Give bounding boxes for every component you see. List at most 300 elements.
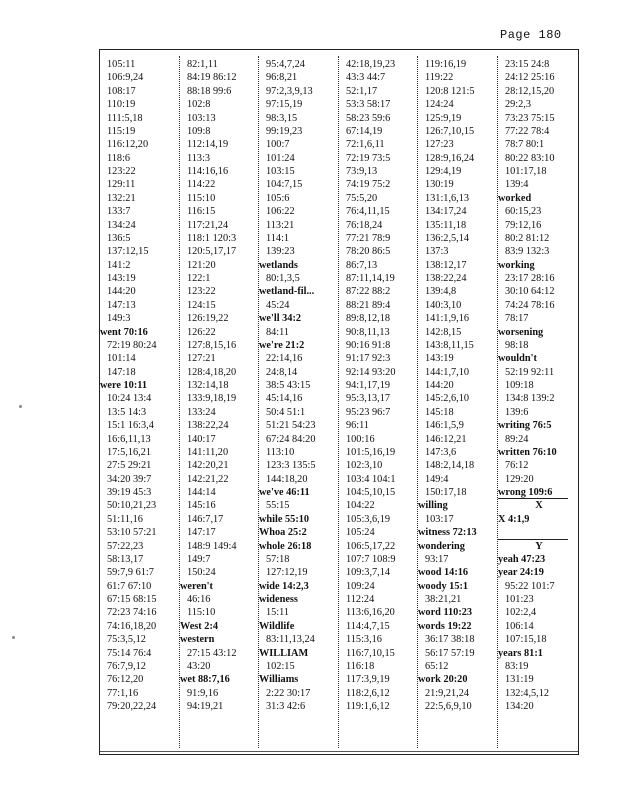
entry-text: 24:12 25:16 (505, 72, 555, 84)
page-line-reference (339, 98, 417, 111)
entry-text: 123:22 (187, 286, 216, 298)
page-line-reference (339, 326, 417, 339)
entry-text: 126:22 (187, 326, 216, 338)
entry-text: 145:18 (425, 406, 454, 418)
page-line-reference (259, 700, 337, 713)
entry-text: 96:11 (346, 420, 370, 432)
page-line-reference (418, 178, 496, 191)
page-line-reference (259, 272, 337, 285)
page-line-reference (180, 98, 258, 111)
entry-text: wideness (259, 594, 298, 605)
page-line-reference (339, 232, 417, 245)
page-line-reference (498, 593, 580, 606)
entry-text: 138:22,24 (187, 420, 229, 432)
entry-text: 51:11,16 (107, 513, 143, 525)
entry-text: 139:23 (266, 246, 295, 258)
page-line-reference (259, 125, 337, 138)
entry-text: 110:19 (107, 99, 136, 111)
entry-text: year 24:19 (498, 567, 544, 579)
entry-text: 58:23 59:6 (346, 112, 391, 124)
entry-text: 138:22,24 (425, 273, 467, 284)
entry-text: 21:9,21,24 (425, 687, 470, 699)
entry-text: willing (418, 500, 448, 512)
page-line-reference (498, 700, 580, 713)
entry-text: 126:19,22 (187, 313, 229, 325)
page-line-reference (259, 58, 337, 71)
page-line-reference (339, 473, 417, 486)
page-line-reference (180, 433, 258, 446)
entry-text: 55:15 (266, 500, 290, 512)
entry-text: 53:3 58:17 (346, 99, 391, 111)
page-line-reference (259, 178, 337, 191)
index-term (418, 673, 496, 686)
index-column-5 (418, 58, 496, 713)
entry-text: 148:9 149:4 (187, 540, 237, 552)
page-line-reference (339, 152, 417, 165)
index-term (259, 580, 337, 593)
entry-text: 78:7 80:1 (505, 139, 545, 151)
page-line-reference (100, 285, 178, 298)
page-line-reference (418, 232, 496, 245)
entry-text: 102:8 (187, 99, 211, 111)
page-line-reference (339, 192, 417, 205)
page-line-reference (339, 660, 417, 673)
section-rule (498, 498, 568, 499)
entry-text: 45:14,16 (266, 393, 303, 405)
index-term (418, 566, 496, 579)
entry-text: West 2:4 (180, 620, 219, 632)
page-line-reference (100, 138, 178, 151)
entry-text: 59:7,9 61:7 (107, 567, 154, 579)
index-term (498, 553, 580, 566)
page-line-reference (100, 352, 178, 365)
entry-text: 121:20 (187, 259, 216, 271)
index-column-1 (100, 58, 178, 713)
page-line-reference (498, 379, 580, 392)
page-line-reference (418, 379, 496, 392)
page-line-reference (418, 326, 496, 339)
entry-text: 38:5 43:15 (266, 380, 311, 391)
entry-text: 87:22 88:2 (346, 286, 391, 298)
page-line-reference (418, 459, 496, 472)
page-line-reference (339, 700, 417, 713)
entry-text: we'll 34:2 (259, 313, 302, 325)
entry-text: 72:1,6,11 (346, 139, 385, 151)
entry-text: 95:23 96:7 (346, 406, 391, 418)
page-line-reference (418, 486, 496, 499)
page-line-reference (339, 687, 417, 700)
page-line-reference (100, 192, 178, 205)
entry-text: 27:15 43:12 (187, 647, 237, 659)
entry-text: yeah 47:23 (498, 553, 546, 565)
page-line-reference (100, 125, 178, 138)
entry-text: 150:24 (187, 567, 216, 579)
entry-text: 118:6 (107, 152, 131, 164)
entry-text: 107:7 108:9 (346, 553, 396, 565)
page-line-reference (100, 366, 178, 379)
page-line-reference (180, 446, 258, 459)
page-line-reference (259, 446, 337, 459)
page-line-reference (180, 326, 258, 339)
entry-text: 144:20 (425, 380, 454, 391)
entry-text: 75:14 76:4 (107, 647, 152, 659)
entry-text: word 110:23 (418, 607, 473, 619)
entry-text: 57:22,23 (107, 540, 144, 552)
entry-text: 116:15 (187, 206, 216, 218)
page-line-reference (259, 433, 337, 446)
entry-text: 129:20 (505, 473, 534, 485)
index-term (259, 593, 337, 606)
page-line-reference (339, 245, 417, 258)
page-line-reference (180, 339, 258, 352)
entry-text: 136:2,5,14 (425, 232, 470, 244)
page-line-reference (339, 178, 417, 191)
page-line-reference (100, 446, 178, 459)
entry-text: 72:23 74:16 (107, 607, 157, 619)
page-line-reference (100, 687, 178, 700)
page-line-reference (259, 687, 337, 700)
page-line-reference (180, 473, 258, 486)
entry-text: 143:19 (107, 273, 136, 284)
entry-text: 113:10 (266, 446, 295, 458)
page-line-reference (418, 433, 496, 446)
entry-text: 105:11 (107, 59, 136, 70)
page-line-reference (498, 633, 580, 646)
page-line-reference (339, 566, 417, 579)
index-term (498, 192, 580, 205)
page-line-reference (498, 178, 580, 191)
page-line-reference (418, 687, 496, 700)
page-line-reference (100, 606, 178, 619)
page-line-reference (100, 232, 178, 245)
entry-text: 83:9 132:3 (505, 246, 550, 258)
entry-text: 136:5 (107, 232, 131, 244)
page-line-reference (418, 125, 496, 138)
page-line-reference (100, 112, 178, 125)
entry-text: 24:8,14 (266, 366, 298, 378)
entry-text: 119:16,19 (425, 59, 467, 70)
entry-text: 16:6,11,13 (107, 433, 151, 445)
entry-text: X (535, 500, 543, 512)
entry-text: wet 88:7,16 (180, 674, 230, 686)
entry-text: 116:18 (346, 660, 375, 672)
page-line-reference (180, 379, 258, 392)
page-line-reference (498, 580, 580, 593)
page-line-reference (418, 593, 496, 606)
index-term (498, 352, 580, 365)
page-line-reference (259, 406, 337, 419)
entry-text: 118:2,6,12 (346, 687, 390, 699)
index-column-3 (259, 58, 337, 713)
entry-text: 112:24 (346, 594, 375, 605)
entry-text: 141:2 (107, 259, 131, 271)
page-line-reference (180, 125, 258, 138)
page-line-reference (259, 138, 337, 151)
entry-text: 148:2,14,18 (425, 460, 475, 472)
page-line-reference (498, 673, 580, 686)
entry-text: we're 21:2 (259, 339, 305, 351)
page-line-reference (418, 513, 496, 526)
entry-text: 65:12 (425, 660, 449, 672)
page-line-reference (100, 526, 178, 539)
page-line-reference (339, 486, 417, 499)
entry-text: 132:21 (107, 192, 136, 204)
entry-text: 101:24 (266, 152, 295, 164)
entry-text: 149:3 (107, 313, 131, 325)
entry-text: 127:23 (425, 139, 454, 151)
entry-text: wetlands (259, 259, 298, 271)
entry-text: 119:1,6,12 (346, 701, 390, 712)
page-line-reference (180, 71, 258, 84)
entry-text: 88:21 89:4 (346, 299, 391, 311)
entry-text: 72:19 80:24 (107, 339, 157, 351)
entry-text: 58:13,17 (107, 553, 144, 565)
index-term (259, 647, 337, 660)
entry-text: 73:23 75:15 (505, 112, 555, 124)
entry-text: 103:4 104:1 (346, 473, 396, 485)
page-line-reference (418, 58, 496, 71)
entry-text: 89:8,12,18 (346, 313, 391, 325)
entry-text: 133:9,18,19 (187, 393, 237, 405)
page-line-reference (100, 473, 178, 486)
entry-text: 124:24 (425, 99, 454, 111)
entry-text: worked (498, 192, 532, 204)
entry-text: 82:1,11 (187, 59, 218, 70)
page-line-reference (498, 339, 580, 352)
entry-text: X 4:1,9 (498, 513, 530, 525)
entry-text: 131:1,6,13 (425, 192, 470, 204)
entry-text: 120:8 121:5 (425, 85, 475, 97)
entry-text: went 70:16 (100, 326, 148, 338)
entry-text: 34:20 39:7 (107, 473, 152, 485)
index-term (259, 673, 337, 686)
entry-text: 78:17 (505, 313, 529, 325)
entry-text: 2:22 30:17 (266, 687, 311, 699)
page-line-reference (100, 85, 178, 98)
entry-text: 146:1,5,9 (425, 420, 464, 432)
page-line-reference (339, 647, 417, 660)
entry-text: 102:15 (266, 660, 295, 672)
page-line-reference (418, 392, 496, 405)
page-line-reference (418, 272, 496, 285)
page-line-reference (100, 98, 178, 111)
page-line-reference (339, 419, 417, 432)
page-line-reference (259, 352, 337, 365)
index-term (418, 540, 496, 553)
entry-text: 90:16 91:8 (346, 339, 391, 351)
entry-text: 95:3,13,17 (346, 393, 391, 405)
entry-text: 116:7,10,15 (346, 647, 395, 659)
entry-text: 118:1 120:3 (187, 232, 237, 244)
page-line-reference (339, 406, 417, 419)
entry-text: 84:19 86:12 (187, 72, 237, 84)
entry-text: 78:20 86:5 (346, 246, 391, 258)
page-line-reference (180, 112, 258, 125)
page-line-reference (259, 71, 337, 84)
page-line-reference (259, 606, 337, 619)
entry-text: 105:6 (266, 192, 290, 204)
entry-text: 23:17 28:16 (505, 273, 555, 284)
page-line-reference (180, 272, 258, 285)
entry-text: 103:15 (266, 166, 295, 177)
entry-text: 15:11 (266, 607, 290, 619)
entry-text: 101:17,18 (505, 166, 547, 177)
entry-text: 83:11,13,24 (266, 634, 315, 646)
index-term (180, 633, 258, 646)
page-line-reference (100, 553, 178, 566)
page-line-reference (498, 152, 580, 165)
entry-text: 117:21,24 (187, 219, 229, 231)
page-line-reference (180, 687, 258, 700)
page-line-reference (180, 58, 258, 71)
page-line-reference (180, 526, 258, 539)
index-column-2 (180, 58, 258, 713)
page-line-reference (339, 125, 417, 138)
page-line-reference (100, 406, 178, 419)
page-line-reference (418, 112, 496, 125)
page-line-reference (180, 606, 258, 619)
index-term (259, 620, 337, 633)
entry-text: 45:24 (266, 299, 290, 311)
section-letter (498, 540, 580, 553)
entry-text: 127:12,19 (266, 567, 308, 579)
entry-text: 147:3,6 (425, 446, 457, 458)
entry-text: 113:21 (266, 219, 295, 231)
entry-text: 107:15,18 (505, 634, 547, 646)
page-line-reference (339, 513, 417, 526)
entry-text: 150:17,18 (425, 487, 467, 498)
page-line-reference (339, 673, 417, 686)
page-line-reference (339, 392, 417, 405)
entry-text: 72:19 73:5 (346, 152, 391, 164)
entry-text: 109:24 (346, 580, 375, 592)
entry-text: 114:1 (266, 232, 290, 244)
entry-text: 140:17 (187, 433, 216, 445)
entry-text: 123:3 135:5 (266, 460, 316, 472)
page-line-reference (180, 205, 258, 218)
entry-text: while 55:10 (259, 513, 310, 525)
page-line-reference (259, 392, 337, 405)
entry-text: 99:19,23 (266, 125, 303, 137)
page-line-reference (180, 352, 258, 365)
entry-text: writing 76:5 (498, 420, 552, 432)
entry-text: 38:21,21 (425, 594, 462, 605)
entry-text: 137:3 (425, 246, 449, 258)
page-line-reference (180, 152, 258, 165)
page-line-reference (100, 165, 178, 178)
page-line-reference (498, 205, 580, 218)
page-line-reference (339, 272, 417, 285)
entry-text: 52:19 92:11 (505, 366, 555, 378)
page-line-reference (180, 392, 258, 405)
index-term (418, 606, 496, 619)
entry-text: 106:9,24 (107, 72, 144, 84)
index-term (418, 526, 496, 539)
page-line-reference (100, 459, 178, 472)
entry-text: 74:16,18,20 (107, 620, 157, 632)
page-line-reference (339, 58, 417, 71)
entry-text: 143:19 (425, 353, 454, 365)
entry-text: 141:11,20 (187, 446, 229, 458)
entry-text: 101:5,16,19 (346, 446, 396, 458)
entry-text: 98:18 (505, 339, 529, 351)
page-line-reference (498, 232, 580, 245)
page-line-reference (259, 165, 337, 178)
entry-text: 127:8,15,16 (187, 339, 237, 351)
page-line-reference (498, 406, 580, 419)
entry-text: 101:14 (107, 353, 136, 365)
entry-text: witness 72:13 (418, 527, 477, 539)
page-line-reference (100, 633, 178, 646)
entry-text: 28:12,15,20 (505, 85, 555, 97)
entry-text: worsening (498, 326, 544, 338)
index-term (259, 312, 337, 325)
entry-text: 109:8 (187, 125, 211, 137)
page-line-reference (418, 259, 496, 272)
entry-text: 129:11 (107, 179, 136, 191)
page-line-reference (259, 152, 337, 165)
page-line-reference (100, 152, 178, 165)
entry-text: 144:14 (187, 487, 216, 498)
entry-text: 53:10 57:21 (107, 527, 157, 539)
page-line-reference (418, 245, 496, 258)
index-term (259, 339, 337, 352)
page-line-reference (100, 540, 178, 553)
entry-text: 60:15,23 (505, 206, 542, 218)
page-line-reference (180, 566, 258, 579)
entry-text: 86:7,13 (346, 259, 378, 271)
entry-text: 128:4,18,20 (187, 366, 237, 378)
entry-text: 17:5,16,21 (107, 446, 152, 458)
entry-text: 144:20 (107, 286, 136, 298)
page-line-reference (498, 459, 580, 472)
entry-text: 115:3,16 (346, 634, 382, 646)
page-line-reference (498, 219, 580, 232)
page-line-reference (339, 593, 417, 606)
entry-text: 42:18,19,23 (346, 59, 396, 70)
entry-text: 88:18 99:6 (187, 85, 232, 97)
entry-text: 144:18,20 (266, 473, 308, 485)
entry-text: 98:3,15 (266, 112, 298, 124)
entry-text: 46:16 (187, 594, 211, 605)
page-line-reference (418, 85, 496, 98)
page-line-reference (418, 339, 496, 352)
page-line-reference (100, 620, 178, 633)
entry-text: Y (535, 540, 543, 552)
page-line-reference (498, 312, 580, 325)
entry-text: 100:7 (266, 139, 290, 151)
entry-text: Wildlife (259, 620, 295, 632)
entry-text: 111:5,18 (107, 112, 143, 124)
entry-text: working (498, 259, 535, 271)
entry-text: 51:21 54:23 (266, 420, 316, 432)
page-line-reference (100, 299, 178, 312)
entry-text: 52:1,17 (346, 85, 378, 97)
index-term (100, 379, 178, 392)
index-term (498, 419, 580, 432)
entry-text: woody 15:1 (418, 580, 469, 592)
page-line-reference (180, 700, 258, 713)
entry-text: 13:5 14:3 (107, 406, 147, 418)
page-line-reference (418, 285, 496, 298)
entry-text: 130:19 (425, 179, 454, 191)
page-line-reference (418, 553, 496, 566)
entry-text: Williams (259, 674, 299, 686)
entry-text: wide 14:2,3 (259, 580, 309, 592)
page-line-reference (498, 285, 580, 298)
page-line-reference (498, 58, 580, 71)
page-line-reference (339, 219, 417, 232)
